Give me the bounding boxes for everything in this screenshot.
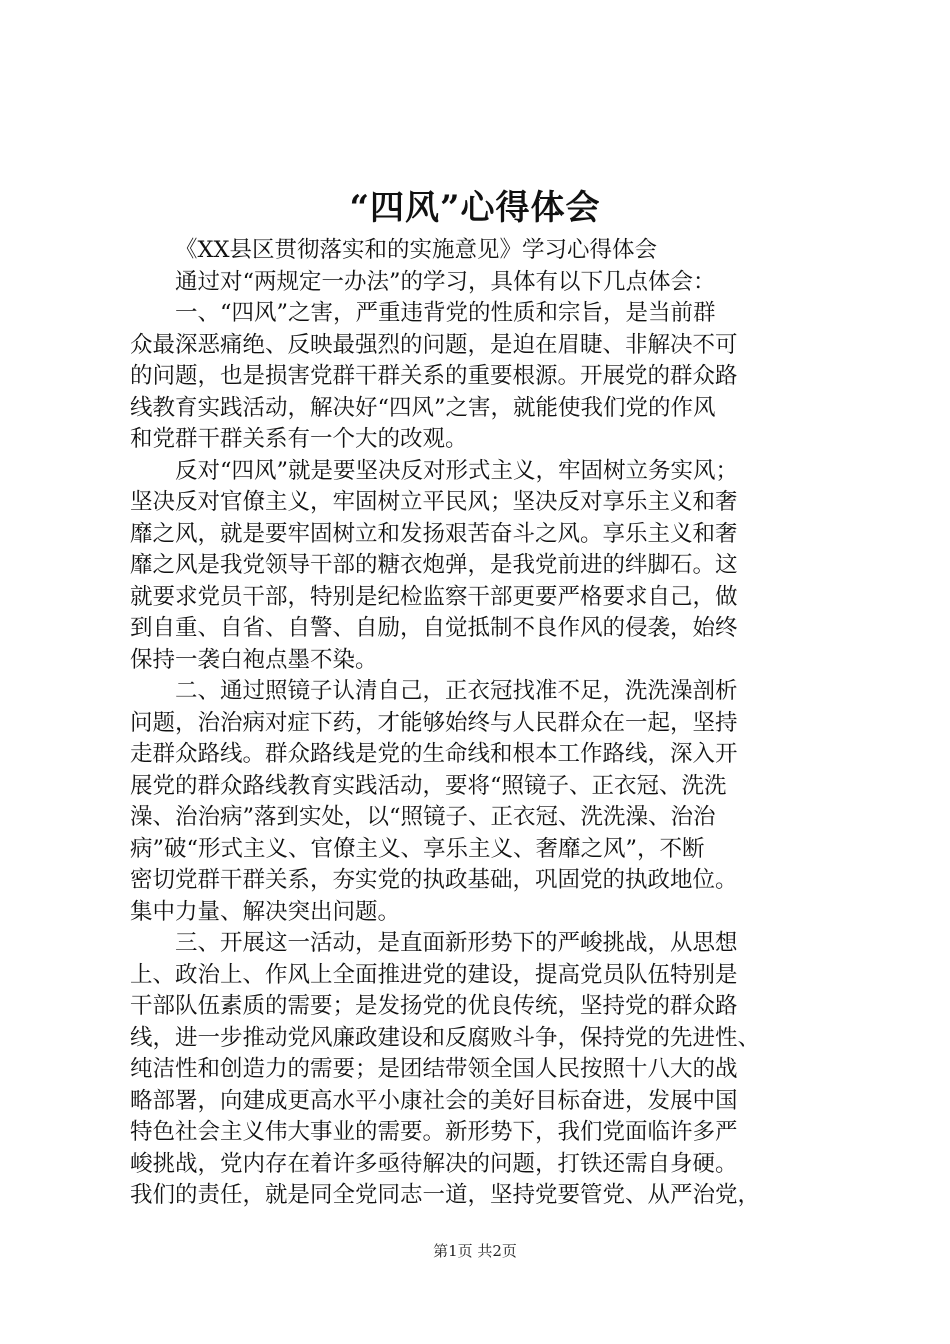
text-line: 略部署，向建成更高水平小康社会的美好目标奋进，发展中国: [130, 1087, 738, 1114]
text-line: 线，进一步推动党风廉政建设和反腐败斗争，保持党的先进性、: [130, 1024, 761, 1051]
text-line: 二、通过照镜子认清自己，正衣冠找准不足，洗洗澡剖析: [175, 678, 738, 704]
text-line: 靡之风，就是要牢固树立和发扬艰苦奋斗之风。享乐主义和奢: [130, 520, 738, 547]
text-line: 展党的群众路线教育实践活动，要将“照镜子、正衣冠、洗洗: [130, 772, 727, 799]
document-body: [130, 235, 850, 1212]
text-line: 病”破“形式主义、官僚主义、享乐主义、奢靡之风”，不断: [130, 835, 705, 862]
text-line: 靡之风是我党领导干部的糖衣炮弹，是我党前进的绊脚石。这: [130, 552, 738, 578]
text-line: 线教育实践活动，解决好“四风”之害，就能使我们党的作风: [130, 394, 716, 421]
text-line: 保持一袭白袍点墨不染。: [130, 646, 378, 673]
text-line: 和党群干群关系有一个大的改观。: [130, 426, 468, 452]
text-line: 众最深恶痛绝、反映最强烈的问题，是迫在眉睫、非解决不可: [130, 331, 738, 358]
text-line: 上、政治上、作风上全面推进党的建设，提高党员队伍特别是: [130, 961, 738, 988]
text-line: 通过对“两规定一办法”的学习，具体有以下几点体会：: [175, 268, 716, 295]
text-line: 密切党群干群关系，夯实党的执政基础，巩固党的执政地位。: [130, 867, 738, 893]
text-line: 就要求党员干部，特别是纪检监察干部更要严格要求自己，做: [130, 583, 738, 610]
text-line: 问题，治治病对症下药，才能够始终与人民群众在一起，坚持: [130, 709, 738, 736]
text-line: 纯洁性和创造力的需要；是团结带领全国人民按照十八大的战: [130, 1056, 738, 1082]
text-line: 反对“四风”就是要坚决反对形式主义，牢固树立务实风；: [175, 457, 739, 484]
text-line: 特色社会主义伟大事业的需要。新形势下，我们党面临许多严: [130, 1119, 738, 1145]
text-line: 一、“四风”之害，严重违背党的性质和宗旨，是当前群: [175, 300, 716, 326]
text-line: 走群众路线。群众路线是党的生命线和根本工作路线，深入开: [130, 741, 738, 767]
text-line: 的问题，也是损害党群干群关系的重要根源。开展党的群众路: [130, 363, 738, 389]
text-line: 坚决反对官僚主义，牢固树立平民风；坚决反对享乐主义和奢: [130, 489, 738, 515]
text-line: 干部队伍素质的需要；是发扬党的优良传统，坚持党的群众路: [130, 993, 738, 1019]
text-line: 《XX县区贯彻落实和的实施意见》学习心得体会: [175, 237, 658, 263]
text-line: 峻挑战，党内存在着许多亟待解决的问题，打铁还需自身硬。: [130, 1150, 738, 1177]
text-line: 我们的责任，就是同全党同志一道，坚持党要管党、从严治党，: [130, 1182, 761, 1208]
document-title: “四风”心得体会: [349, 188, 601, 228]
page-number: 第1页 共2页: [433, 1242, 517, 1260]
text-line: 澡、治治病”落到实处，以“照镜子、正衣冠、洗洗澡、治治: [130, 804, 716, 830]
text-line: 三、开展这一活动，是直面新形势下的严峻挑战，从思想: [175, 930, 738, 956]
text-line: 集中力量、解决突出问题。: [130, 898, 401, 925]
text-line: 到自重、自省、自警、自励，自觉抵制不良作风的侵袭，始终: [130, 615, 738, 641]
